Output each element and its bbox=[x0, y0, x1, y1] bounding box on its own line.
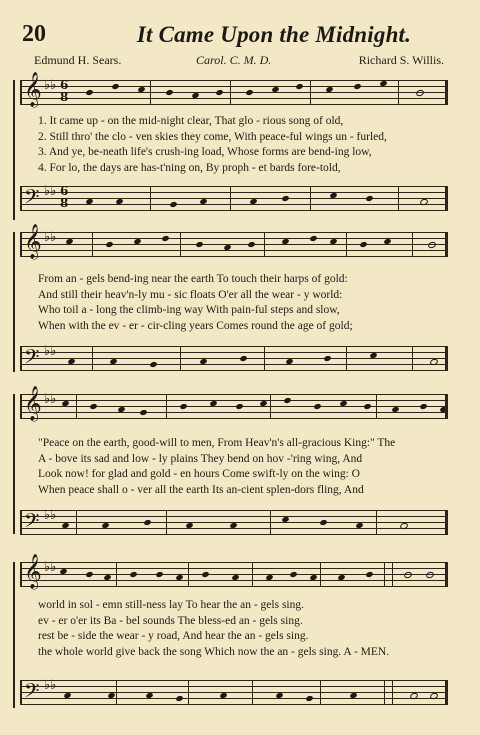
note-head bbox=[179, 403, 187, 410]
barline bbox=[180, 346, 181, 371]
barline bbox=[346, 232, 347, 257]
note-head bbox=[283, 397, 291, 404]
lyric-verse-1: From an - gels bend-ing near the earth To touch their harps of gold: bbox=[38, 273, 348, 285]
lyrics-system-2 bbox=[38, 272, 443, 334]
note-head bbox=[199, 358, 207, 365]
note-head bbox=[199, 198, 207, 205]
note-head bbox=[59, 568, 67, 575]
key-signature-flats-icon: ♭♭ bbox=[44, 508, 57, 523]
note-head bbox=[353, 83, 361, 90]
note-head bbox=[85, 571, 93, 578]
note-head bbox=[427, 241, 437, 249]
lyrics-system-3 bbox=[38, 436, 443, 498]
note-head bbox=[309, 235, 317, 242]
note-head bbox=[403, 571, 413, 579]
hymn-number: 20 bbox=[22, 21, 46, 47]
note-head bbox=[429, 692, 439, 700]
note-head bbox=[175, 695, 183, 702]
note-head bbox=[239, 355, 247, 362]
key-signature-flats-icon: ♭♭ bbox=[44, 184, 57, 199]
composer-credit: Richard S. Willis. bbox=[358, 53, 444, 67]
barline bbox=[166, 510, 167, 535]
note-head bbox=[149, 361, 157, 368]
barline bbox=[346, 346, 347, 371]
note-head bbox=[295, 83, 303, 90]
barline bbox=[92, 232, 93, 257]
lyric-verse-4: When peace shall o - ver all the earth Its an-cient splen-dors fling, And bbox=[38, 483, 364, 496]
barline bbox=[92, 346, 93, 371]
lyric-verse-3: Who toil a - long the climb-ing way With pain-ful steps and slow, bbox=[38, 304, 340, 316]
barline bbox=[310, 80, 311, 105]
note-head bbox=[85, 89, 93, 96]
note-head bbox=[313, 403, 321, 410]
note-head bbox=[63, 692, 71, 699]
barline bbox=[150, 80, 151, 105]
note-head bbox=[329, 192, 337, 199]
note-head bbox=[61, 400, 69, 407]
barline bbox=[412, 346, 413, 371]
lyric-verse-2: A - bove its sad and low - ly plains They bend on hov -'ring wing, And bbox=[38, 452, 363, 465]
note-head bbox=[231, 574, 239, 581]
note-head bbox=[107, 692, 115, 699]
time-signature: 6 8 bbox=[60, 78, 69, 104]
note-head bbox=[305, 695, 313, 702]
note-head bbox=[145, 692, 153, 699]
note-head bbox=[105, 241, 113, 248]
note-head bbox=[67, 358, 75, 365]
lyric-verse-2: 2. Still thro' the clo - ven skies they come, With peace-ful wings un - furled, bbox=[38, 130, 387, 143]
tune-meter: Carol. C. M. D. bbox=[196, 53, 272, 67]
note-head bbox=[165, 89, 173, 96]
lyric-verse-1: 1. It came up - on the mid-night clear, That glo - rious song of old, bbox=[38, 115, 344, 127]
note-head bbox=[329, 238, 337, 245]
note-head bbox=[175, 574, 183, 581]
note-head bbox=[281, 195, 289, 202]
barline bbox=[116, 562, 117, 587]
note-head bbox=[259, 400, 267, 407]
barline bbox=[412, 232, 413, 257]
note-head bbox=[117, 406, 125, 413]
key-signature-flats-icon: ♭♭ bbox=[44, 560, 57, 575]
note-head bbox=[419, 198, 429, 206]
note-head bbox=[365, 571, 373, 578]
note-head bbox=[369, 352, 377, 359]
note-head bbox=[245, 89, 253, 96]
note-head bbox=[325, 86, 333, 93]
bass-clef-icon: 𝄢 bbox=[24, 345, 40, 373]
lyric-verse-1: world in sol - emn still-ness lay To hear the an - gels sing. bbox=[38, 599, 304, 611]
barline bbox=[398, 80, 399, 105]
bass-staff-4 bbox=[20, 680, 448, 706]
barline bbox=[230, 186, 231, 211]
note-head bbox=[289, 571, 297, 578]
note-head bbox=[235, 403, 243, 410]
note-head bbox=[309, 574, 317, 581]
note-head bbox=[215, 89, 223, 96]
note-head bbox=[365, 195, 373, 202]
treble-clef-icon: 𝄞 bbox=[24, 224, 42, 259]
key-signature-flats-icon: ♭♭ bbox=[44, 344, 57, 359]
note-head bbox=[223, 244, 231, 251]
note-head bbox=[191, 92, 199, 99]
lyric-verse-2: ev - er o'er its Ba - bel sounds The bless-ed an - gels sing. bbox=[38, 614, 303, 627]
barline bbox=[150, 186, 151, 211]
bass-clef-icon: 𝄢 bbox=[24, 185, 40, 213]
note-head bbox=[265, 574, 273, 581]
note-head bbox=[337, 574, 345, 581]
note-head bbox=[61, 522, 69, 529]
note-head bbox=[275, 692, 283, 699]
bass-staff-1 bbox=[20, 186, 448, 212]
note-head bbox=[143, 519, 151, 526]
author-credit: Edmund H. Sears. bbox=[34, 53, 122, 67]
note-head bbox=[89, 403, 97, 410]
barline bbox=[376, 510, 377, 535]
note-head bbox=[169, 201, 177, 208]
hymn-credits bbox=[34, 53, 444, 69]
note-head bbox=[85, 198, 93, 205]
note-head bbox=[133, 238, 141, 245]
note-head bbox=[139, 409, 147, 416]
barline bbox=[270, 394, 271, 419]
barline bbox=[320, 562, 321, 587]
barline bbox=[230, 80, 231, 105]
treble-clef-icon: 𝄞 bbox=[24, 554, 42, 589]
lyric-verse-1: "Peace on the earth, good-will to men, From Heav'n's all-gracious King:" The bbox=[38, 437, 396, 449]
barline bbox=[116, 680, 117, 705]
lyrics-system-4 bbox=[38, 598, 443, 660]
treble-staff-3 bbox=[20, 386, 448, 421]
note-head bbox=[419, 403, 427, 410]
note-head bbox=[115, 198, 123, 205]
bass-staff-3 bbox=[20, 510, 448, 536]
system-brace bbox=[13, 232, 20, 372]
lyric-verse-3: Look now! for glad and gold - en hours Come swift-ly on the wing: O bbox=[38, 468, 360, 480]
note-head bbox=[201, 571, 209, 578]
note-head bbox=[229, 522, 237, 529]
time-signature: 6 8 bbox=[60, 184, 69, 210]
note-head bbox=[349, 692, 357, 699]
lyric-verse-4: When with the ev - er - cir-cling years Comes round the age of gold; bbox=[38, 319, 353, 332]
note-head bbox=[161, 235, 169, 242]
note-head bbox=[101, 522, 109, 529]
bass-clef-icon: 𝄢 bbox=[24, 679, 40, 707]
barline bbox=[376, 394, 377, 419]
note-head bbox=[137, 86, 145, 93]
barline bbox=[392, 680, 393, 705]
barline bbox=[76, 510, 77, 535]
barline bbox=[76, 394, 77, 419]
note-head bbox=[409, 692, 419, 700]
bass-clef-icon: 𝄢 bbox=[24, 509, 40, 537]
lyric-verse-3: rest be - side the wear - y road, And hear the an - gels sing. bbox=[38, 630, 309, 642]
key-signature-flats-icon: ♭♭ bbox=[44, 392, 57, 407]
treble-clef-icon: 𝄞 bbox=[24, 72, 42, 107]
note-head bbox=[247, 241, 255, 248]
barline bbox=[270, 510, 271, 535]
hymn-title: It Came Upon the Midnight. bbox=[136, 22, 412, 47]
note-head bbox=[129, 571, 137, 578]
note-head bbox=[281, 516, 289, 523]
barline bbox=[264, 232, 265, 257]
barline bbox=[188, 562, 189, 587]
lyric-verse-4: 4. For lo, the days are has-t'ning on, By proph - et bards fore-told, bbox=[38, 161, 341, 174]
note-head bbox=[249, 198, 257, 205]
note-head bbox=[415, 89, 425, 97]
note-head bbox=[355, 522, 363, 529]
note-head bbox=[363, 403, 371, 410]
system-brace bbox=[13, 562, 20, 708]
barline bbox=[252, 680, 253, 705]
note-head bbox=[103, 574, 111, 581]
treble-staff-4 bbox=[20, 554, 448, 589]
note-head bbox=[425, 571, 435, 579]
note-head bbox=[439, 406, 447, 413]
note-head bbox=[219, 692, 227, 699]
barline bbox=[264, 346, 265, 371]
note-head bbox=[399, 522, 409, 530]
barline bbox=[320, 680, 321, 705]
treble-staff-2 bbox=[20, 224, 448, 259]
note-head bbox=[339, 400, 347, 407]
barline bbox=[180, 232, 181, 257]
note-head bbox=[109, 358, 117, 365]
barline bbox=[188, 680, 189, 705]
barline bbox=[384, 562, 385, 587]
barline bbox=[398, 186, 399, 211]
note-head bbox=[271, 86, 279, 93]
note-head bbox=[155, 571, 163, 578]
key-signature-flats-icon: ♭♭ bbox=[44, 78, 57, 93]
note-head bbox=[319, 519, 327, 526]
key-signature-flats-icon: ♭♭ bbox=[44, 230, 57, 245]
treble-clef-icon: 𝄞 bbox=[24, 386, 42, 421]
note-head bbox=[111, 83, 119, 90]
barline bbox=[310, 186, 311, 211]
system-brace bbox=[13, 80, 20, 220]
bass-staff-2 bbox=[20, 346, 448, 372]
key-signature-flats-icon: ♭♭ bbox=[44, 678, 57, 693]
lyric-verse-4: the whole world give back the song Which now the an - gels sing. A - MEN. bbox=[38, 645, 390, 658]
lyrics-system-1 bbox=[38, 114, 443, 176]
note-head bbox=[285, 358, 293, 365]
lyric-verse-3: 3. And ye, be-neath life's crush-ing load, Whose forms are bend-ing low, bbox=[38, 146, 372, 158]
note-head bbox=[281, 238, 289, 245]
note-head bbox=[391, 406, 399, 413]
barline bbox=[384, 680, 385, 705]
note-head bbox=[65, 238, 73, 245]
note-head bbox=[209, 400, 217, 407]
barline bbox=[252, 562, 253, 587]
barline bbox=[392, 562, 393, 587]
system-brace bbox=[13, 394, 20, 534]
note-head bbox=[379, 80, 387, 87]
note-head bbox=[359, 241, 367, 248]
barline bbox=[166, 394, 167, 419]
note-head bbox=[195, 241, 203, 248]
lyric-verse-2: And still their heav'n-ly mu - sic floats O'er all the wear - y world: bbox=[38, 288, 343, 301]
note-head bbox=[429, 358, 439, 366]
treble-staff-1 bbox=[20, 72, 448, 107]
note-head bbox=[323, 355, 331, 362]
note-head bbox=[185, 522, 193, 529]
note-head bbox=[383, 238, 391, 245]
